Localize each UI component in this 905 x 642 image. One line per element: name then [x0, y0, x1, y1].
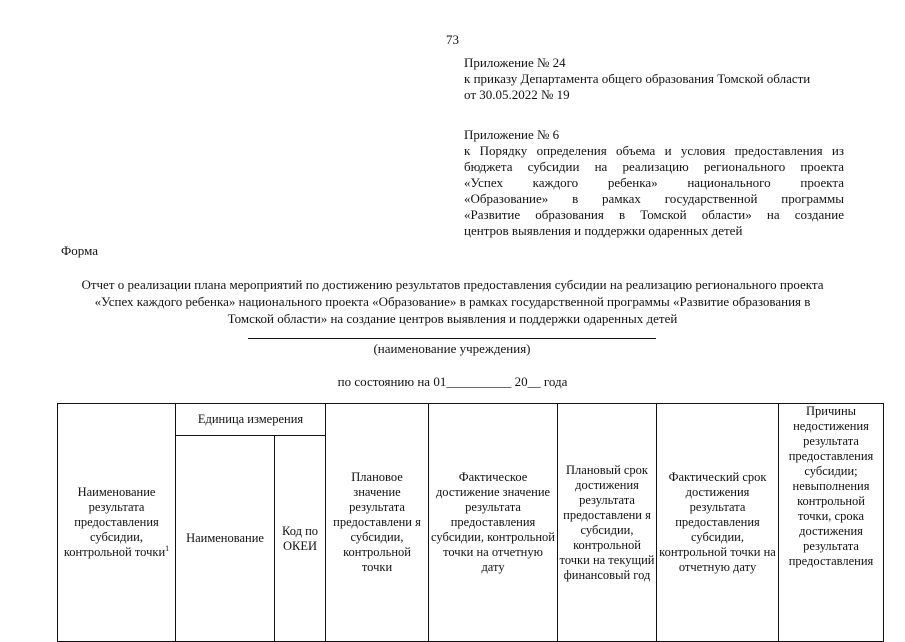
header-planned-value: Плановое значение результата предоставлени я субсидии, контрольной точки: [326, 404, 429, 642]
appendix-6-line: бюджета субсидии на реализацию регионального проекта: [464, 159, 844, 174]
report-title: Отчет о реализации плана мероприятий по достижению результатов предоставления субсидии на реализацию регионального проекта «Успех каждого ребенка» национального проекта «Образование» в рамках государственной программы «Развитие образования в Томской области» на создание центров выявления и поддержки одаренных детей: [81, 277, 824, 326]
page-number: 73: [446, 32, 459, 47]
appendix-24-line: к приказу Департамента общего образования Томской области: [464, 71, 811, 86]
appendix-6-block: [464, 127, 844, 239]
header-unit-group: Единица измерения: [176, 404, 326, 436]
appendix-6-line: центров выявления и поддержки одаренных детей: [464, 223, 743, 238]
header-planned-date: Плановый срок достижения результата предоставлени я субсидии, контрольной точки на текущий финансовый год: [558, 404, 657, 642]
header-actual-value: Фактическое достижение значение результата предоставления субсидии, контрольной точки на отчетную дату: [429, 404, 558, 642]
as-of-date-line: по состоянию на 01__________ 20__ года: [337, 374, 568, 389]
report-table: [57, 403, 884, 642]
form-label: Форма: [61, 243, 98, 258]
header-result-name: Наименование результата предоставления субсидии, контрольной точки$^1$: [58, 404, 176, 642]
appendix-6-title: Приложение № 6: [464, 127, 560, 142]
footnote-marker: 1: [165, 543, 170, 553]
institution-name-line: [248, 338, 656, 339]
appendix-24-title: Приложение № 24: [464, 55, 566, 70]
appendix-6-line: «Образование» в рамках государственной программы: [464, 191, 844, 206]
appendix-6-line: «Развитие образования в Томской области» на создание: [464, 207, 844, 222]
header-unit-name: Наименование: [176, 436, 275, 642]
appendix-6-line: «Успех каждого ребенка» национального проекта: [464, 175, 844, 190]
header-actual-date: Фактический срок достижения результата предоставления субсидии, контрольной точки на отчетную дату: [657, 404, 779, 642]
header-unit-okei: Код по ОКЕИ: [275, 436, 326, 642]
institution-caption: (наименование учреждения): [373, 341, 531, 356]
appendix-24-block: [464, 55, 844, 103]
header-reasons: Причины недостижения результата предоставления субсидии; невыполнения контрольной точки, срока достижения результата предоставления: [779, 404, 884, 642]
appendix-24-date: от 30.05.2022 № 19: [464, 87, 570, 102]
appendix-6-line: к Порядку определения объема и условия предоставления из: [464, 143, 844, 158]
